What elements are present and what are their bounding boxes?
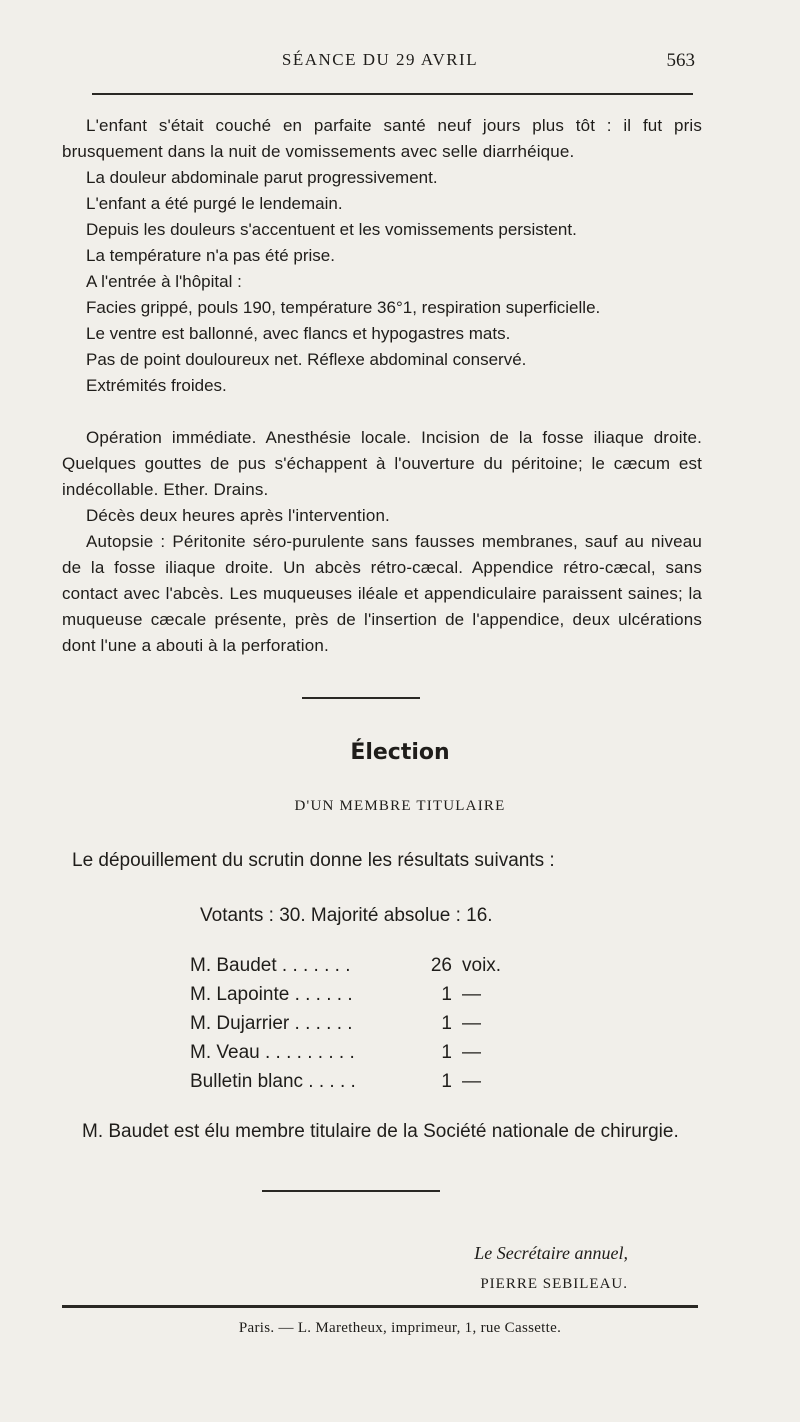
election-title: Élection <box>350 740 450 765</box>
case-history <box>62 113 702 399</box>
case-line: Facies grippé, pouls 190, température 36°1, respiration superficielle. <box>86 298 601 317</box>
election-conclusion: M. Baudet est élu membre titulaire de la Société nationale de chirurgie. <box>82 1121 679 1142</box>
case-line: L'enfant a été purgé le lendemain. <box>86 194 343 213</box>
running-header <box>60 50 700 80</box>
votes-unit: — <box>462 1013 481 1034</box>
election-subtitle: D'UN MEMBRE TITULAIRE <box>294 798 506 814</box>
signature-name: PIERRE SEBILEAU. <box>480 1276 628 1292</box>
candidate-votes: 1 <box>441 984 452 1005</box>
candidate-name: M. Baudet . . . . . . . <box>190 955 351 976</box>
case-line: La température n'a pas été prise. <box>86 246 335 265</box>
footer-rule <box>62 1305 698 1308</box>
case-line: La douleur abdominale parut progressivement. <box>86 168 438 187</box>
result-row <box>190 1042 550 1071</box>
autopsy-paragraph: Autopsie : Péritonite séro-purulente sans fausses membranes, sauf au niveau de la fosse iliaque droite. Un abcès rétro-cæcal. Appendice rétro-cæcal, sans contact avec l'abcès. Les muqueuses iléale et appendiculaire paraissent saines; la muqueuse cæcale présente, près de l'insertion de l'appendice, deux ulcérations dont l'une a abouti à la perforation. <box>62 532 702 655</box>
votes-unit: voix. <box>462 955 502 976</box>
case-line: L'enfant s'était couché en parfaite santé neuf jours plus tôt : il fut pris brusquement dans la nuit de vomissements avec selle diarrhéique. <box>62 116 702 161</box>
death-line: Décès deux heures après l'intervention. <box>86 506 390 525</box>
votes-unit: — <box>462 1042 481 1063</box>
printer-imprint: Paris. — L. Maretheux, imprimeur, 1, rue Cassette. <box>238 1320 562 1336</box>
election-intro: Le dépouillement du scrutin donne les résultats suivants : <box>72 850 555 871</box>
results-list <box>190 955 550 1100</box>
candidate-votes: 1 <box>441 1042 452 1063</box>
candidate-votes: 26 <box>430 955 452 976</box>
candidate-name: M. Dujarrier . . . . . . <box>190 1013 353 1034</box>
candidate-name: Bulletin blanc . . . . . <box>190 1071 356 1092</box>
header-title: SÉANCE DU 29 AVRIL <box>281 50 479 69</box>
result-row <box>190 984 550 1013</box>
signature-block <box>360 1238 628 1300</box>
candidate-votes: 1 <box>441 1013 452 1034</box>
case-line: Extrémités froides. <box>86 376 227 395</box>
paragraph-gap <box>62 399 702 425</box>
result-row <box>190 1013 550 1042</box>
candidate-votes: 1 <box>441 1071 452 1092</box>
result-row <box>190 955 550 984</box>
case-line: Le ventre est ballonné, avec flancs et hypogastres mats. <box>86 324 511 343</box>
case-report <box>62 113 702 659</box>
signature-role: Le Secrétaire annuel, <box>474 1243 628 1263</box>
case-line: Pas de point douloureux net. Réflexe abdominal conservé. <box>86 350 527 369</box>
votes-summary: Votants : 30. Majorité absolue : 16. <box>200 905 493 926</box>
page-number: 563 <box>666 50 695 71</box>
closing-divider <box>262 1190 440 1192</box>
operation-paragraph: Opération immédiate. Anesthésie locale. Incision de la fosse iliaque droite. Quelques gouttes de pus s'échappent à l'ouverture du péritoine; le cæcum est indécollable. Ether. Drains. <box>62 428 702 499</box>
votes-unit: — <box>462 1071 481 1092</box>
header-rule <box>92 93 693 95</box>
candidate-name: M. Lapointe . . . . . . <box>190 984 353 1005</box>
result-row <box>190 1071 550 1100</box>
section-divider <box>302 697 420 699</box>
case-line: Depuis les douleurs s'accentuent et les vomissements persistent. <box>86 220 577 239</box>
candidate-name: M. Veau . . . . . . . . . <box>190 1042 355 1063</box>
case-line: A l'entrée à l'hôpital : <box>86 272 242 291</box>
votes-unit: — <box>462 984 481 1005</box>
